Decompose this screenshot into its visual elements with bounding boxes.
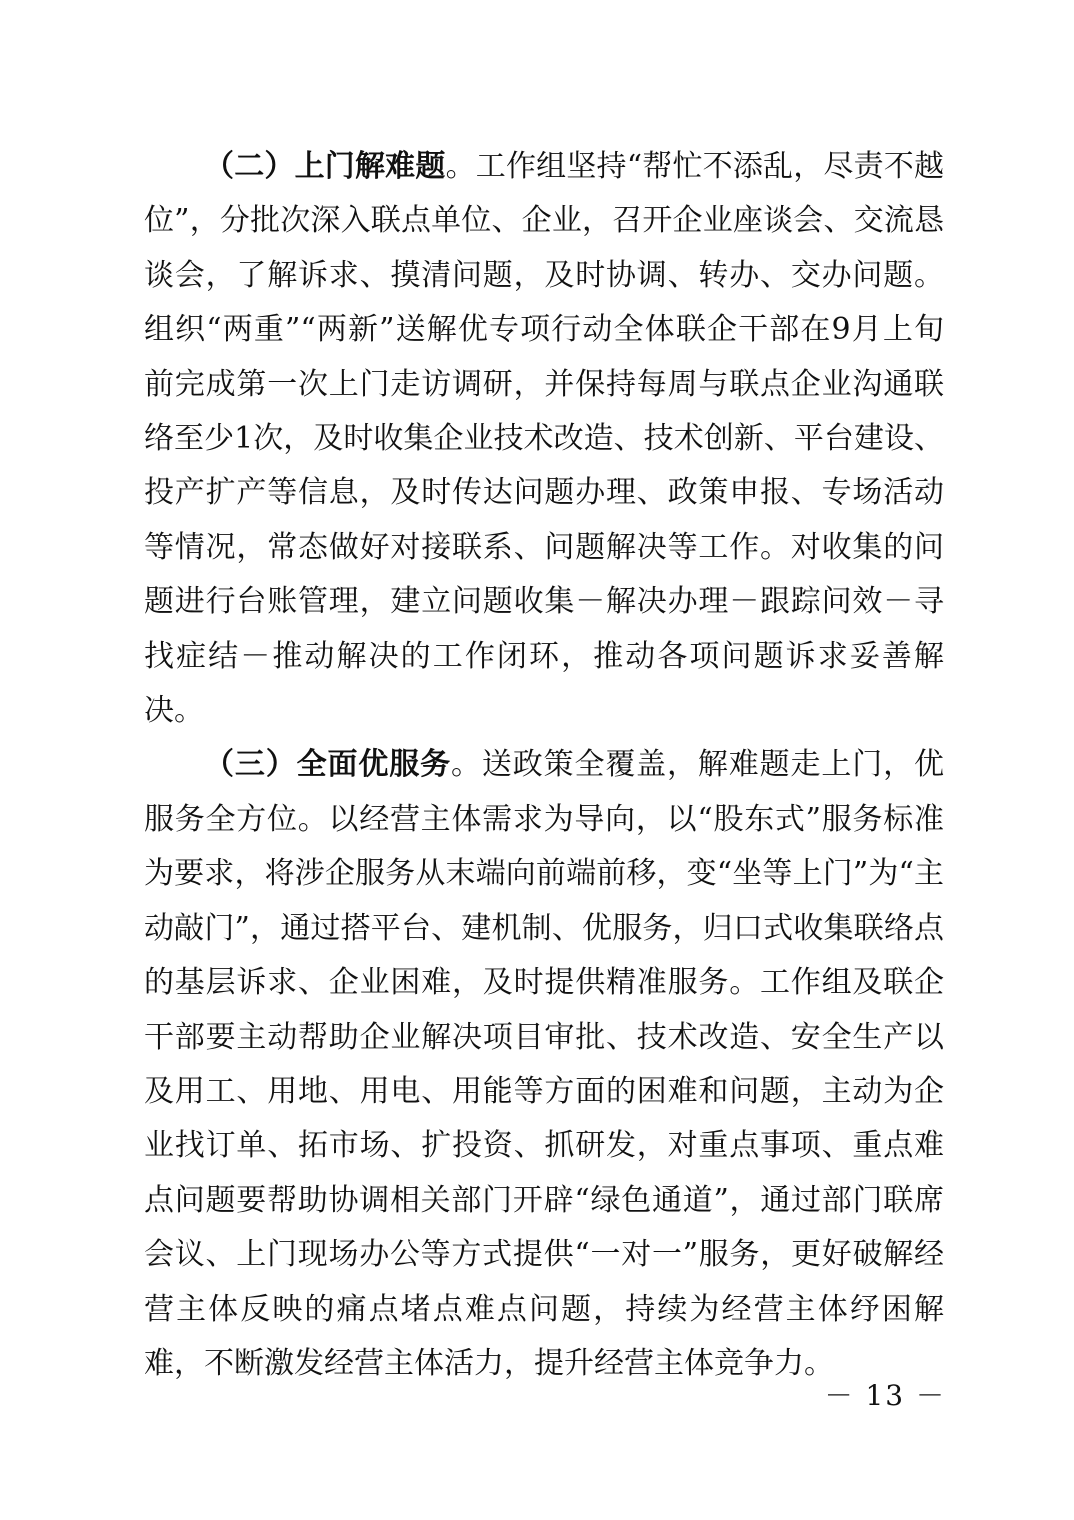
paragraph-heading: （三）全面优服务 (204, 747, 451, 783)
paragraph-text: 。工作组坚持“帮忙不添乱，尽责不越位”，分批次深入联点单位、企业，召开企业座谈会、交流恳谈会，了解诉求、摸清问题，及时协调、转办、交办问题。组织“两重”“两新”送解优专项行动全体联企干部在9月上旬前完成第一次上门走访调研，并保持每周与联点企业沟通联络至少1次，及时收集企业技术改造、技术创新、平台建设、投产扩产等信息，及时传达问题办理、政策申报、专场活动等情况，常态做好对接联系、问题解决等工作。对收集的问题进行台账管理，建立问题收集－解决办理－跟踪问效－寻找症结－推动解决的工作闭环，推动各项问题诉求妥善解决。 (144, 149, 945, 729)
paragraph-upper-door-solve-problems (144, 140, 944, 738)
document-body (144, 140, 944, 1391)
paragraph-comprehensive-service (144, 738, 944, 1391)
paragraph-text: 。送政策全覆盖，解难题走上门，优服务全方位。以经营主体需求为导向，以“股东式”服务标准为要求，将涉企服务从末端向前端前移，变“坐等上门”为“主动敲门”，通过搭平台、建机制、优服务，归口式收集联络点的基层诉求、企业困难，及时提供精准服务。工作组及联企干部要主动帮助企业解决项目审批、技术改造、安全生产以及用工、用地、用电、用能等方面的困难和问题，主动为企业找订单、拓市场、扩投资、抓研发，对重点事项、重点难点问题要帮助协调相关部门开辟“绿色通道”，通过部门联席会议、上门现场办公等方式提供“一对一”服务，更好破解经营主体反映的痛点堵点难点问题，持续为经营主体纾困解难，不断激发经营主体活力，提升经营主体竞争力。 (144, 747, 945, 1381)
page-number: － 13 － (824, 1379, 946, 1412)
paragraph-heading: （二）上门解难题 (204, 149, 446, 184)
